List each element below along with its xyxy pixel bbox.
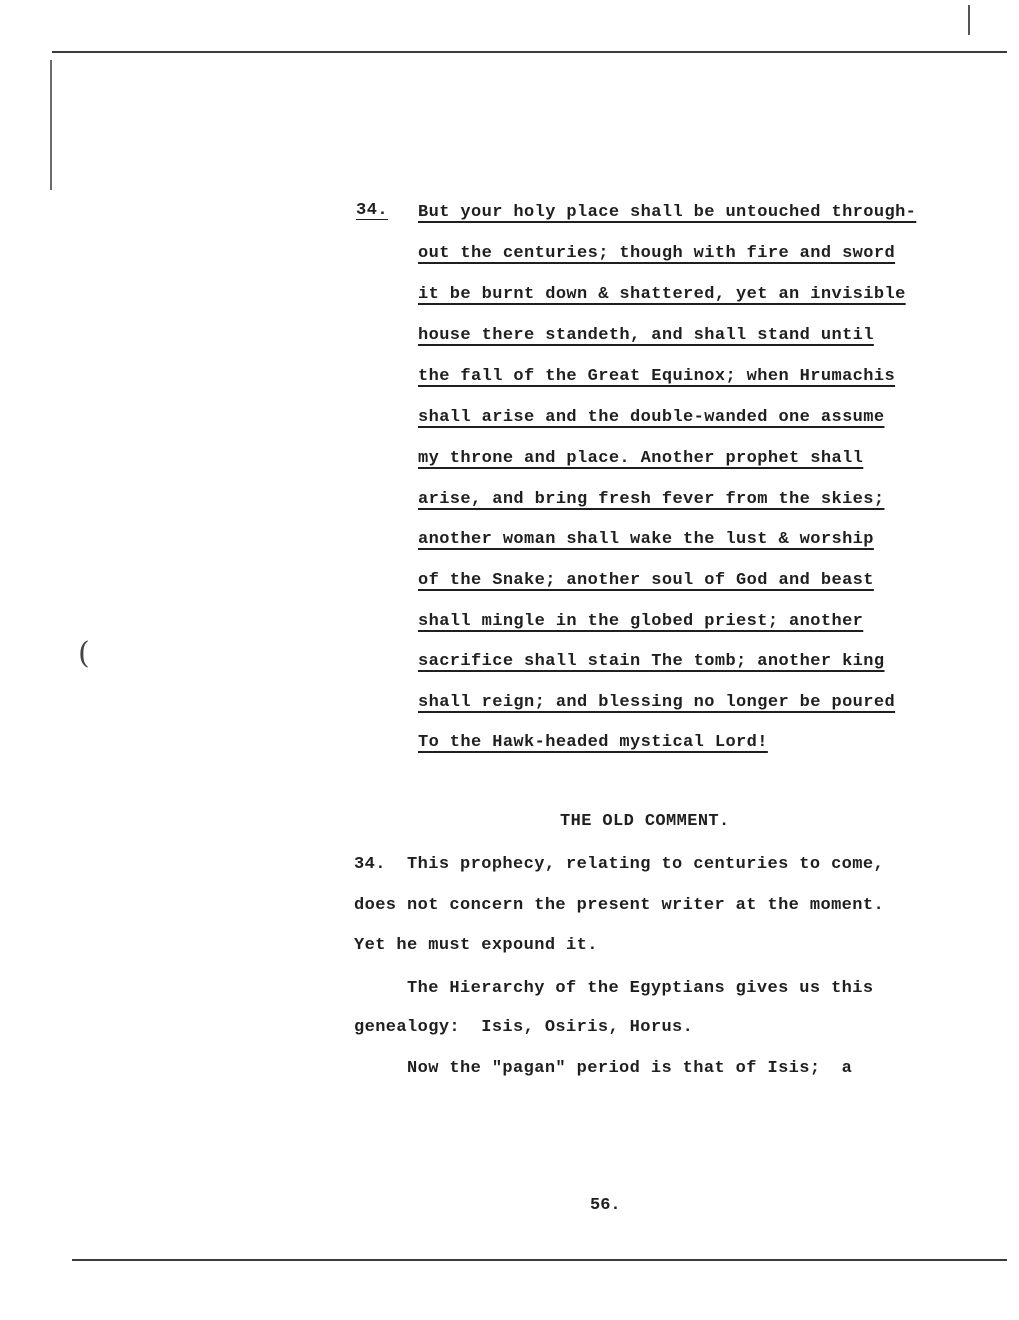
verse-line: out the centuries; though with fire and sword bbox=[418, 244, 896, 263]
verse-line: my throne and place. Another prophet shall bbox=[418, 449, 864, 468]
comment-line: genealogy: Isis, Osiris, Horus. bbox=[354, 1018, 694, 1037]
verse-line: But your holy place shall be untouched through- bbox=[418, 203, 917, 222]
comment-line: Yet he must expound it. bbox=[354, 936, 598, 955]
verse-line: sacrifice shall stain The tomb; another king bbox=[418, 652, 885, 671]
verse-line: the fall of the Great Equinox; when Hrumachis bbox=[418, 367, 896, 386]
comment-line: 34. This prophecy, relating to centuries to come, bbox=[354, 855, 885, 874]
verse-line: arise, and bring fresh fever from the skies; bbox=[418, 490, 885, 509]
margin-bracket-mark: ( bbox=[78, 636, 90, 671]
verse-number: 34. bbox=[356, 201, 389, 220]
verse-line: shall arise and the double-wanded one assume bbox=[418, 408, 885, 427]
comment-line: Now the "pagan" period is that of Isis; a bbox=[354, 1059, 853, 1078]
verse-line: house there standeth, and shall stand until bbox=[418, 326, 874, 345]
verse-line: of the Snake; another soul of God and beast bbox=[418, 571, 874, 590]
verse-line: it be burnt down & shattered, yet an invisible bbox=[418, 285, 906, 304]
scan-border-bottom bbox=[72, 1259, 1007, 1261]
page-number: 56. bbox=[590, 1196, 621, 1215]
verse-line: another woman shall wake the lust & worship bbox=[418, 530, 874, 549]
scan-border-top bbox=[52, 51, 1007, 53]
comment-line: does not concern the present writer at the moment. bbox=[354, 896, 885, 915]
scan-border-left bbox=[50, 60, 52, 190]
comment-line: The Hierarchy of the Egyptians gives us this bbox=[354, 979, 874, 998]
verse-line: To the Hawk-headed mystical Lord! bbox=[418, 733, 768, 752]
verse-line: shall mingle in the globed priest; another bbox=[418, 612, 864, 631]
scan-mark-top-right bbox=[968, 5, 970, 35]
section-heading: THE OLD COMMENT. bbox=[560, 812, 730, 831]
verse-line: shall reign; and blessing no longer be poured bbox=[418, 693, 896, 712]
